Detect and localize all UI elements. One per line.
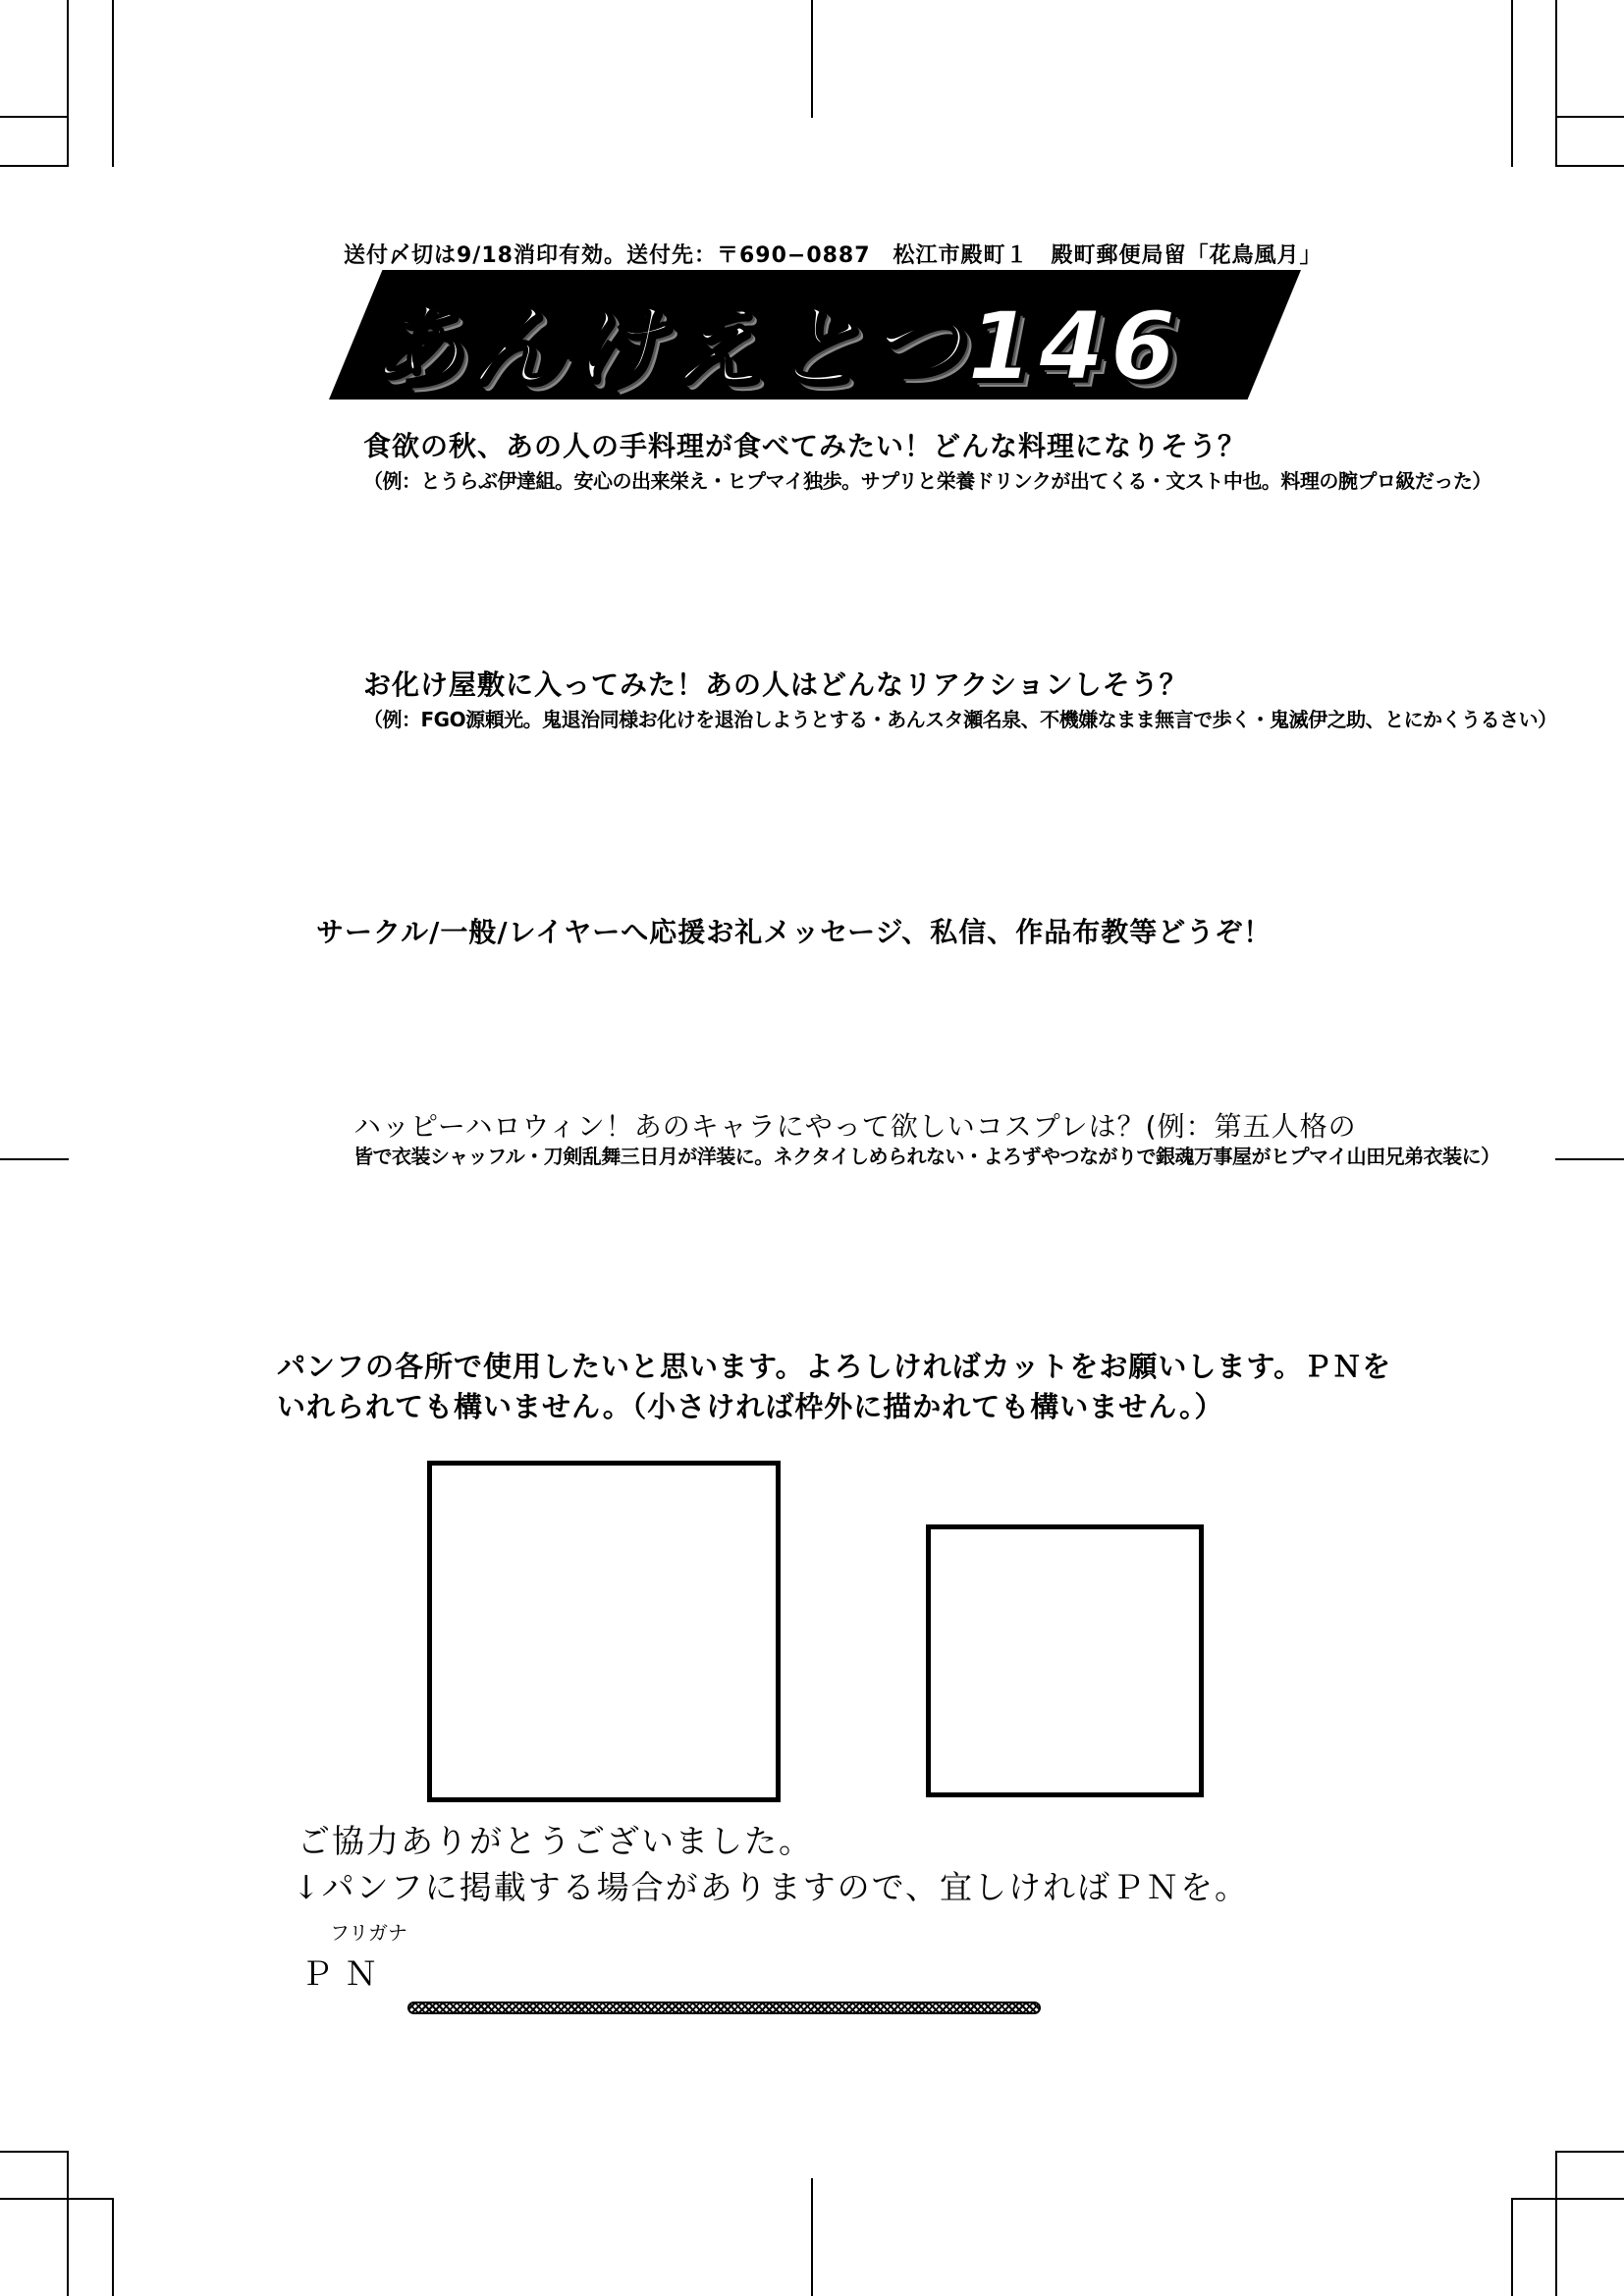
crop-mark [1555,2151,1557,2296]
crop-mark [811,0,813,118]
furigana-label: フリガナ [330,1921,407,1945]
crop-mark [1555,2151,1624,2153]
pn-input-line[interactable] [407,2002,1041,2014]
question-2-example: （例：FGO源頼光。鬼退治同様お化けを退治しようとする・あんスタ瀬名泉、不機嫌なまま無言で歩く・鬼滅伊之助、とにかくうるさい） [363,708,1557,731]
pn-label: ＰＮ [300,1954,389,1993]
submission-address: 送付〆切は9/18消印有効。送付先：〒690−0887 松江市殿町１ 殿町郵便局留「花鳥風月」 [344,243,1323,268]
question-3: サークル/一般/レイヤーへ応援お礼メッセージ、私信、作品布教等どうぞ！ [316,916,1272,948]
crop-mark [1511,2198,1513,2296]
cut-request-line2: いれられても構いません。（小さければ枠外に描かれても構いません。） [277,1390,1224,1423]
question-1-example: （例：とうらぶ伊達組。安心の出来栄え・ヒプマイ独歩。サプリと栄養ドリンクが出てくる・文スト中也。料理の腕プロ級だった） [363,469,1491,493]
crop-mark [1555,0,1557,167]
crop-mark [0,2198,114,2200]
crop-mark [1555,1158,1624,1160]
crop-mark [67,2151,69,2296]
crop-mark [811,2178,813,2296]
crop-mark [1511,2198,1624,2200]
page-title: あんけえとつ146 [368,292,1182,401]
question-4: ハッピーハロウィン！あのキャラにやって欲しいコスプレは？(例：第五人格の [353,1110,1357,1143]
pn-note: ↓パンフに掲載する場合がありますので、宜しければＰＮを。 [293,1868,1249,1906]
crop-mark [0,1158,69,1160]
crop-mark [0,2151,69,2153]
crop-mark [1555,116,1624,118]
crop-mark [67,0,69,167]
crop-mark [112,2198,114,2296]
crop-mark [0,165,69,167]
question-1: 食欲の秋、あの人の手料理が食べてみたい！どんな料理になりそう？ [363,430,1247,462]
drawing-box-large[interactable] [427,1461,781,1802]
crop-mark [0,116,69,118]
cut-request-line1: パンフの各所で使用したいと思います。よろしければカットをお願いします。ＰＮを [277,1350,1392,1383]
drawing-box-small[interactable] [926,1524,1204,1797]
question-2: お化け屋敷に入ってみた！あの人はどんなリアクションしそう？ [363,668,1188,701]
crop-mark [1555,165,1624,167]
crop-mark [112,0,114,167]
question-4-example: 皆で衣装シャッフル・刀剣乱舞三日月が洋装に。ネクタイしめられない・よろずやつながりで銀魂万事屋がヒプマイ山田兄弟衣装に） [353,1145,1500,1168]
crop-mark [1511,0,1513,167]
thanks-text: ご協力ありがとうございました。 [298,1822,813,1860]
